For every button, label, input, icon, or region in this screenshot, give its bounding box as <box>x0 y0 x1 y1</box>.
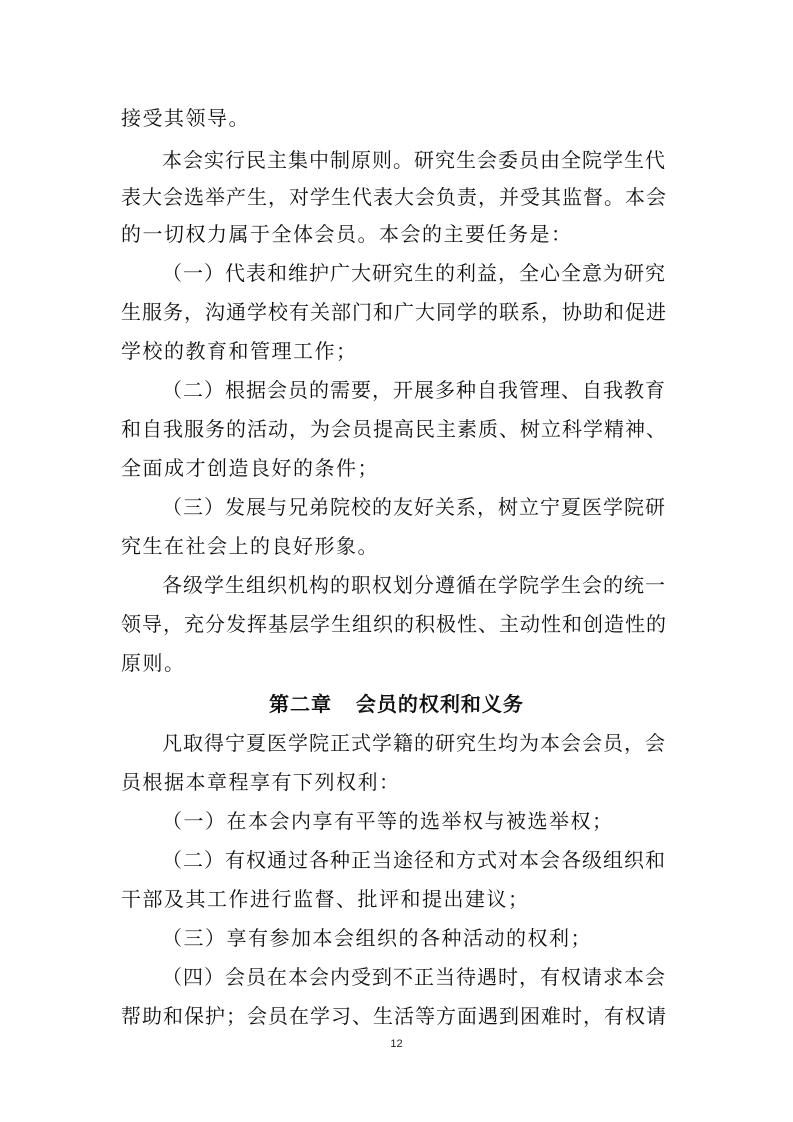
paragraph-line: 接受其领导。 <box>121 106 250 130</box>
page-number: 12 <box>390 1038 403 1050</box>
paragraph-line: （三）发展与兄弟院校的友好关系，树立宁夏医学院研 <box>162 495 666 519</box>
paragraph-line: 领导，充分发挥基层学生组织的积极性、主动性和创造性的 <box>121 612 667 636</box>
paragraph-line: 全面成才创造良好的条件； <box>121 456 379 480</box>
paragraph-line: 学校的教育和管理工作； <box>121 339 358 363</box>
paragraph-line: （三）享有参加本会组织的各种活动的权利； <box>162 926 592 950</box>
paragraph-line: 员根据本章程享有下列权利： <box>121 770 401 794</box>
paragraph-line: 本会实行民主集中制原则。研究生会委员由全院学生代 <box>162 148 666 172</box>
paragraph-line: （一）在本会内享有平等的选举权与被选举权； <box>162 809 614 833</box>
paragraph-line: （四）会员在本会内受到不正当待遇时，有权请求本会 <box>162 965 666 989</box>
paragraph-line: 帮助和保护；会员在学习、生活等方面遇到困难时，有权请 <box>121 1004 667 1028</box>
paragraph-line: 的一切权力属于全体会员。本会的主要任务是： <box>121 222 573 246</box>
paragraph-line: 生服务，沟通学校有关部门和广大同学的联系，协助和促进 <box>121 300 667 324</box>
paragraph-line: 究生在社会上的良好形象。 <box>121 534 379 558</box>
paragraph-line: （一）代表和维护广大研究生的利益，全心全意为研究 <box>162 261 666 285</box>
paragraph-line: 表大会选举产生，对学生代表大会负责，并受其监督。本会 <box>121 185 667 209</box>
paragraph-line: 和自我服务的活动，为会员提高民主素质、树立科学精神、 <box>121 417 667 441</box>
paragraph-line: 各级学生组织机构的职权划分遵循在学院学生会的统一 <box>162 573 666 597</box>
paragraph-line: 凡取得宁夏医学院正式学籍的研究生均为本会会员，会 <box>162 731 666 755</box>
paragraph-line: 干部及其工作进行监督、批评和提出建议； <box>121 887 530 911</box>
paragraph-line: （二）有权通过各种正当途径和方式对本会各级组织和 <box>162 848 666 872</box>
chapter-heading: 第二章 会员的权利和义务 <box>269 692 524 716</box>
paragraph-line: 原则。 <box>121 651 186 675</box>
paragraph-line: （二）根据会员的需要，开展多种自我管理、自我教育 <box>162 378 666 402</box>
